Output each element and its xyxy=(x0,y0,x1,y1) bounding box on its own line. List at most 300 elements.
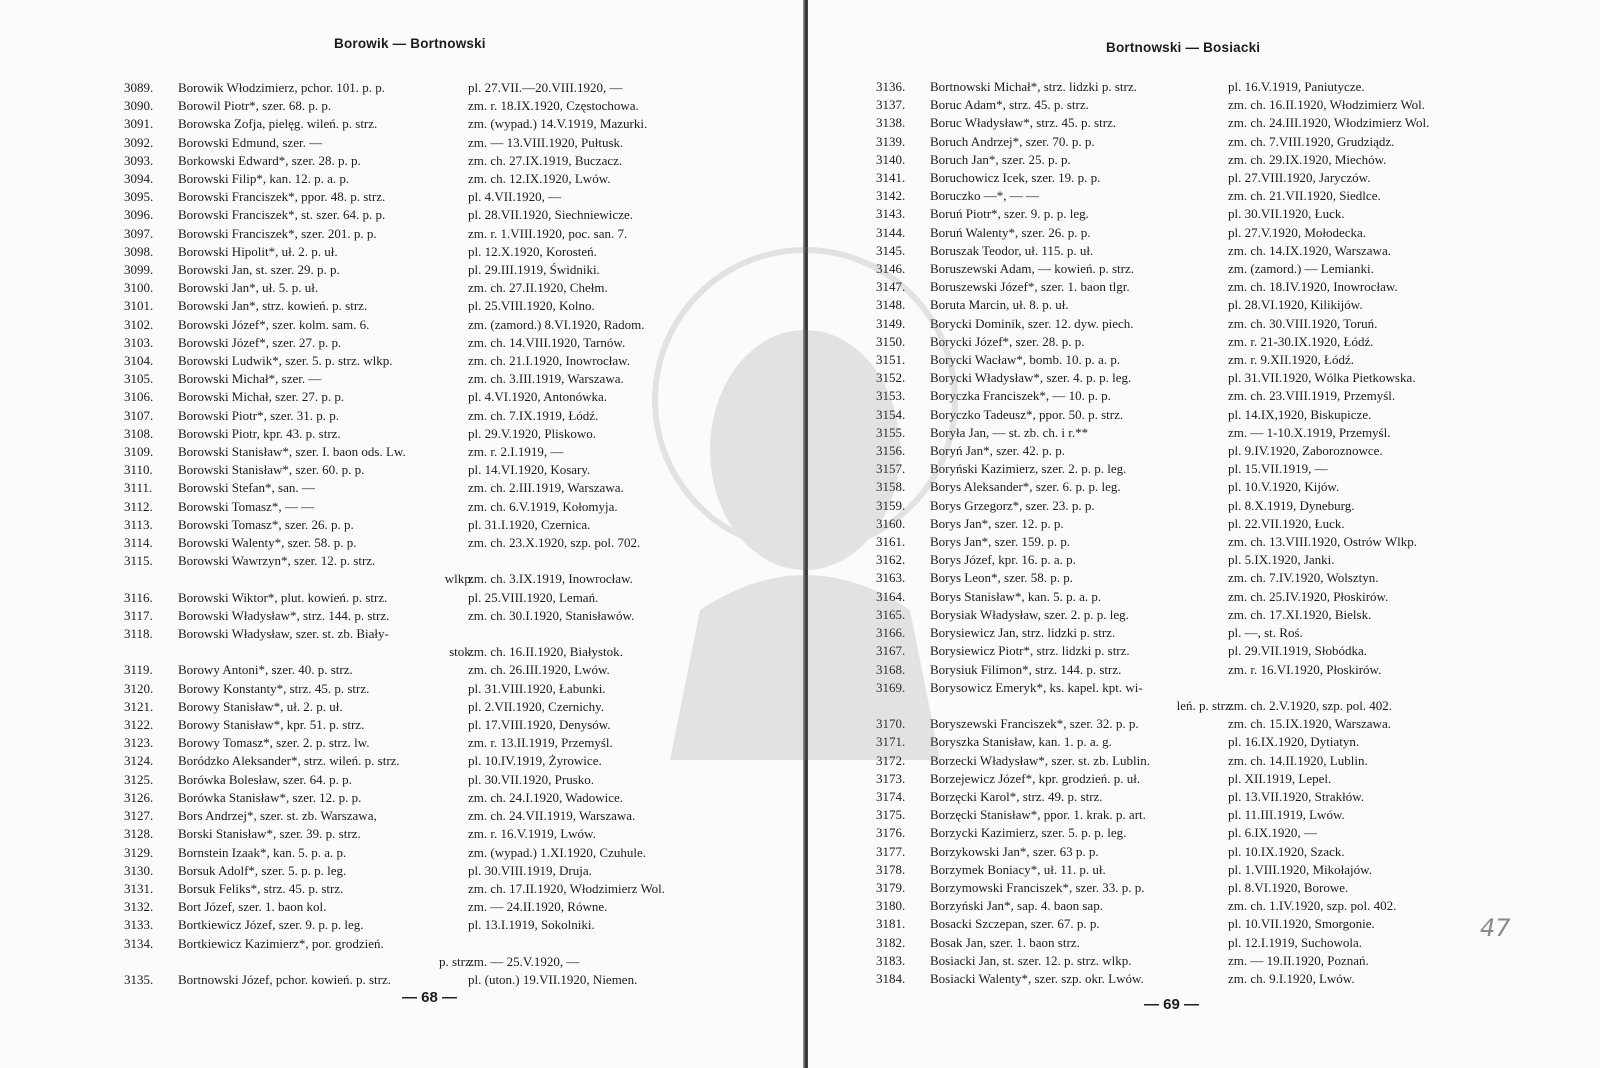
entry-fate: zm. ch. 25.IV.1920, Płoskirów. xyxy=(1228,588,1389,604)
entry-row xyxy=(876,333,1516,351)
entry-number: 3090. xyxy=(124,98,154,114)
entry-name: Borowski Stanisław*, szer. 60. p. p. xyxy=(178,462,365,478)
entry-fate: zm. r. 16.V.1919, Lwów. xyxy=(468,826,596,842)
entry-number: 3146. xyxy=(876,261,906,277)
entry-number: 3133. xyxy=(124,917,154,933)
entry-fate: zm. ch. 21.VII.1920, Siedlce. xyxy=(1228,188,1381,204)
entry-continuation xyxy=(876,697,1516,715)
entry-name: Boruszak Teodor, uł. 115. p. uł. xyxy=(930,242,1094,258)
entry-fate: pl. 14.IX,1920, Biskupicze. xyxy=(1228,406,1372,422)
entry-number: 3176. xyxy=(876,825,906,841)
entry-number: 3150. xyxy=(876,333,906,349)
entry-row xyxy=(876,715,1516,733)
entry-row xyxy=(876,897,1516,915)
entry-row xyxy=(124,261,744,279)
entry-fate: zm. ch. 30.I.1920, Stanisławów. xyxy=(468,607,635,623)
entry-fate: pl. 25.VIII.1920, Kolno. xyxy=(468,298,595,314)
entry-row xyxy=(876,224,1516,242)
entry-name: Borski Stanisław*, szer. 39. p. strz. xyxy=(178,826,361,842)
entry-number: 3107. xyxy=(124,407,154,423)
entry-fate: pl. 11.III.1919, Lwów. xyxy=(1228,807,1345,823)
entry-row xyxy=(124,79,744,97)
entry-fate: pl. 31.VII.1920, Wólka Pietkowska. xyxy=(1228,370,1416,386)
entry-name: Borys Józef, kpr. 16. p. a. p. xyxy=(930,552,1076,568)
entry-fate: pl. 31.VIII.1920, Łabunki. xyxy=(468,680,606,696)
entry-number: 3142. xyxy=(876,188,906,204)
right-page-header: Bortnowski — Bosiacki xyxy=(1106,40,1261,55)
entry-row xyxy=(876,442,1516,460)
entry-row xyxy=(876,970,1516,988)
entry-row xyxy=(124,316,744,334)
entry-fate: zm. r. 16.VI.1920, Płoskirów. xyxy=(1228,661,1382,677)
entry-number: 3113. xyxy=(124,516,153,532)
entry-name: Boruń Walenty*, szer. 26. p. p. xyxy=(930,224,1091,240)
entry-fate: pl. 8.VI.1920, Borowe. xyxy=(1228,879,1349,895)
entry-number: 3140. xyxy=(876,151,906,167)
entry-number: 3126. xyxy=(124,789,154,805)
entry-fate: zm. r. 9.XII.1920, Łódź. xyxy=(1228,352,1355,368)
entry-number: 3098. xyxy=(124,243,154,259)
entry-name: Borówka Bolesław, szer. 64. p. p. xyxy=(178,771,352,787)
entry-number: 3110. xyxy=(124,462,153,478)
entry-number: 3154. xyxy=(876,406,906,422)
entry-row xyxy=(876,569,1516,587)
entry-name: Borysiuk Filimon*, strz. 144. p. strz. xyxy=(930,661,1122,677)
entry-number: 3121. xyxy=(124,698,154,714)
entry-number: 3099. xyxy=(124,262,154,278)
entry-fate: pl. 8.X.1919, Dyneburg. xyxy=(1228,497,1355,513)
entry-name: Boruch Andrzej*, szer. 70. p. p. xyxy=(930,133,1095,149)
entry-number: 3171. xyxy=(876,734,906,750)
entry-row xyxy=(876,278,1516,296)
entry-row xyxy=(124,880,744,898)
entry-row xyxy=(876,788,1516,806)
entry-name: Borowski Wawrzyn*, szer. 12. p. strz. xyxy=(178,553,376,569)
entry-number: 3132. xyxy=(124,899,154,915)
entry-row xyxy=(124,825,744,843)
entry-name: Borowski Tomasz*, szer. 26. p. p. xyxy=(178,516,354,532)
entry-fate: zm. ch. 15.IX.1920, Warszawa. xyxy=(1228,716,1391,732)
entry-number: 3173. xyxy=(876,770,906,786)
entry-row xyxy=(876,78,1516,96)
entry-number: 3105. xyxy=(124,371,154,387)
entry-name: Borowski Hipolit*, uł. 2. p. uł. xyxy=(178,243,338,259)
entry-name: Boruszewski Józef*, szer. 1. baon tlgr. xyxy=(930,279,1130,295)
entry-name: Borowski Jan*, uł. 5. p. uł. xyxy=(178,280,319,296)
entry-row xyxy=(124,935,744,953)
entry-name: Borycki Wacław*, bomb. 10. p. a. p. xyxy=(930,352,1121,368)
entry-row xyxy=(124,243,744,261)
entry-number: 3165. xyxy=(876,606,906,622)
entry-fate: pl. —, st. Roś. xyxy=(1228,625,1303,641)
entry-fate: zm. ch. 14.IX.1920, Warszawa. xyxy=(1228,242,1391,258)
entry-row xyxy=(124,862,744,880)
entry-number: 3128. xyxy=(124,826,154,842)
entry-number: 3172. xyxy=(876,752,906,768)
entry-name: Borowski Władysław*, strz. 144. p. strz. xyxy=(178,607,390,623)
entry-fate: pl. 1.VIII.1920, Mikołajów. xyxy=(1228,861,1372,877)
entry-number: 3094. xyxy=(124,171,154,187)
entry-number: 3144. xyxy=(876,224,906,240)
entry-fate: pl. 30.VII.1920, Prusko. xyxy=(468,771,595,787)
entry-fate: zm. r. 2.I.1919, — xyxy=(468,444,564,460)
entry-row xyxy=(876,642,1516,660)
entry-number: 3117. xyxy=(124,607,153,623)
entry-name: Borycki Władysław*, szer. 4. p. p. leg. xyxy=(930,370,1132,386)
entry-row xyxy=(876,843,1516,861)
entry-name: Bosiacki Jan, st. szer. 12. p. strz. wlkp. xyxy=(930,952,1132,968)
entry-number: 3174. xyxy=(876,788,906,804)
entry-number: 3138. xyxy=(876,115,906,131)
entry-row xyxy=(124,152,744,170)
entry-fate: zm. (zamord.) 8.VI.1920, Radom. xyxy=(468,316,645,332)
entry-name: Borkowski Edward*, szer. 28. p. p. xyxy=(178,152,361,168)
entry-name: Borzykowski Jan*, szer. 63 p. p. xyxy=(930,843,1099,859)
entry-number: 3175. xyxy=(876,807,906,823)
left-page-number: — 68 — xyxy=(402,989,458,1006)
entry-fate: zm. ch. 7.IV.1920, Wolsztyn. xyxy=(1228,570,1379,586)
entry-number: 3139. xyxy=(876,133,906,149)
entry-number: 3181. xyxy=(876,916,906,932)
entry-name: Borowy Konstanty*, strz. 45. p. strz. xyxy=(178,680,370,696)
left-entry-list xyxy=(124,79,744,989)
entry-row xyxy=(876,96,1516,114)
entry-name: Bosacki Szczepan, szer. 67. p. p. xyxy=(930,916,1100,932)
entry-name: Boruczko —*, — — xyxy=(930,188,1040,204)
entry-number: 3116. xyxy=(124,589,153,605)
entry-fate: pl. 30.VIII.1919, Druja. xyxy=(468,862,592,878)
entry-name: Boryła Jan, — st. zb. ch. i r.** xyxy=(930,424,1089,440)
entry-row xyxy=(124,407,744,425)
entry-number: 3152. xyxy=(876,370,906,386)
entry-number: 3096. xyxy=(124,207,154,223)
entry-number: 3123. xyxy=(124,735,154,751)
entry-fate: zm. ch. 21.I.1920, Inowrocław. xyxy=(468,353,630,369)
entry-row xyxy=(124,498,744,516)
entry-fate: pl. 29.III.1919, Świdniki. xyxy=(468,262,600,278)
entry-name: Boródzko Aleksander*, strz. wileń. p. strz. xyxy=(178,753,400,769)
entry-name: Bosiacki Walenty*, szer. szp. okr. Lwów. xyxy=(930,970,1144,986)
entry-fate: zm. ch. 27.IX.1919, Buczacz. xyxy=(468,152,623,168)
entry-number: 3118. xyxy=(124,626,153,642)
entry-fate: pl. 16.IX.1920, Dytiatyn. xyxy=(1228,734,1360,750)
handwritten-note: 47 xyxy=(1480,914,1511,942)
entry-fate: zm. ch. 9.I.1920, Lwów. xyxy=(1228,970,1355,986)
entry-row xyxy=(876,387,1516,405)
entry-fate: zm. r. 18.IX.1920, Częstochowa. xyxy=(468,98,639,114)
entry-row xyxy=(124,680,744,698)
entry-fate: zm. ch. 30.VIII.1920, Toruń. xyxy=(1228,315,1378,331)
entry-name: Borzymek Boniacy*, uł. 11. p. uł. xyxy=(930,861,1106,877)
entry-name: Boryczka Franciszek*, — 10. p. p. xyxy=(930,388,1111,404)
entry-row xyxy=(124,461,744,479)
entry-number: 3131. xyxy=(124,880,154,896)
entry-number: 3167. xyxy=(876,643,906,659)
entry-row xyxy=(124,425,744,443)
entry-fate: zm. — 13.VIII.1920, Pułtusk. xyxy=(468,134,624,150)
entry-row xyxy=(876,169,1516,187)
entry-name: Borsuk Feliks*, strz. 45. p. strz. xyxy=(178,880,344,896)
entry-name: Boryszewski Franciszek*, szer. 32. p. p. xyxy=(930,716,1139,732)
entry-name: Borowy Antoni*, szer. 40. p. strz. xyxy=(178,662,353,678)
entry-fate: zm. — 25.V.1920, — xyxy=(468,953,580,969)
entry-row xyxy=(876,114,1516,132)
entry-fate: zm. ch. 3.IX.1919, Inowrocław. xyxy=(468,571,633,587)
entry-name: Bornstein Izaak*, kan. 5. p. a. p. xyxy=(178,844,347,860)
entry-row xyxy=(876,351,1516,369)
entry-row xyxy=(124,370,744,388)
entry-name: Borowski Stanisław*, szer. I. baon ods. Lw. xyxy=(178,444,406,460)
entry-number: 3160. xyxy=(876,515,906,531)
entry-number: 3141. xyxy=(876,170,906,186)
entry-number: 3093. xyxy=(124,152,154,168)
entry-row xyxy=(124,188,744,206)
entry-name: Borysiewicz Jan, strz. lidzki p. strz. xyxy=(930,625,1116,641)
entry-row xyxy=(124,734,744,752)
entry-name: Borowski Edmund, szer. — xyxy=(178,134,323,150)
entry-name: Borowy Stanisław*, kpr. 51. p. strz. xyxy=(178,717,365,733)
entry-name: Boryń Jan*, szer. 42. p. p. xyxy=(930,443,1066,459)
entry-number: 3120. xyxy=(124,680,154,696)
entry-fate: zm. — 24.II.1920, Równe. xyxy=(468,899,608,915)
entry-row xyxy=(876,733,1516,751)
entry-name: Boryczko Tadeusz*, ppor. 50. p. strz. xyxy=(930,406,1124,422)
entry-fate: pl. 31.I.1920, Czernica. xyxy=(468,516,591,532)
entry-number: 3115. xyxy=(124,553,153,569)
left-page-header: Borowik — Bortnowski xyxy=(334,36,486,51)
entry-name: Borowski Filip*, kan. 12. p. a. p. xyxy=(178,171,350,187)
entry-name: Borowski Tomasz*, — — xyxy=(178,498,315,514)
entry-number: 3134. xyxy=(124,935,154,951)
entry-name: Borzycki Kazimierz, szer. 5. p. p. leg. xyxy=(930,825,1127,841)
entry-name: Borys Jan*, szer. 159. p. p. xyxy=(930,534,1071,550)
entry-name: Borowski Stefan*, san. — xyxy=(178,480,315,496)
entry-row xyxy=(876,187,1516,205)
entry-row xyxy=(876,588,1516,606)
entry-fate: zm. ch. 29.IX.1920, Miechów. xyxy=(1228,151,1387,167)
entry-name: Bort Józef, szer. 1. baon kol. xyxy=(178,899,327,915)
entry-name: Borys Aleksander*, szer. 6. p. p. leg. xyxy=(930,479,1121,495)
entry-number: 3156. xyxy=(876,443,906,459)
entry-number: 3148. xyxy=(876,297,906,313)
entry-continuation xyxy=(124,570,744,588)
entry-name: Boruc Adam*, strz. 45. p. strz. xyxy=(930,97,1089,113)
entry-row xyxy=(124,206,744,224)
entry-number: 3095. xyxy=(124,189,154,205)
entry-unit-continued: wlkp. xyxy=(444,571,474,587)
entry-name: Borys Stanisław*, kan. 5. p. a. p. xyxy=(930,588,1102,604)
entry-row xyxy=(124,352,744,370)
entry-number: 3182. xyxy=(876,934,906,950)
entry-name: Borysowicz Emeryk*, ks. kapel. kpt. wi- xyxy=(930,679,1143,695)
entry-number: 3162. xyxy=(876,552,906,568)
entry-fate: zm. ch. 6.V.1919, Kołomyja. xyxy=(468,498,618,514)
entry-number: 3135. xyxy=(124,971,154,987)
entry-number: 3119. xyxy=(124,662,153,678)
entry-number: 3124. xyxy=(124,753,154,769)
entry-fate: pl. 27.VII.—20.VIII.1920, — xyxy=(468,80,623,95)
entry-fate: pl. 4.VII.1920, — xyxy=(468,189,562,205)
entry-row xyxy=(876,205,1516,223)
entry-row xyxy=(876,679,1516,697)
entry-number: 3125. xyxy=(124,771,154,787)
entry-number: 3163. xyxy=(876,570,906,586)
entry-row xyxy=(876,242,1516,260)
entry-row xyxy=(124,589,744,607)
entry-fate: zm. ch. 16.II.1920, Włodzimierz Wol. xyxy=(1228,97,1426,113)
entry-number: 3089. xyxy=(124,80,154,95)
entry-name: Bortkiewicz Kazimierz*, por. grodzień. xyxy=(178,935,384,951)
entry-row xyxy=(876,661,1516,679)
entry-name: Borowski Józef*, szer. 27. p. p. xyxy=(178,334,342,350)
entry-fate: zm. ch. 16.II.1920, Białystok. xyxy=(468,644,623,660)
entry-number: 3111. xyxy=(124,480,153,496)
entry-row xyxy=(876,151,1516,169)
entry-fate: zm. ch. 26.III.1920, Lwów. xyxy=(468,662,610,678)
entry-row xyxy=(124,698,744,716)
entry-fate: pl. 12.I.1919, Suchowola. xyxy=(1228,934,1362,950)
entry-row xyxy=(124,625,744,643)
entry-row xyxy=(124,388,744,406)
entry-number: 3103. xyxy=(124,334,154,350)
entry-number: 3112. xyxy=(124,498,153,514)
entry-row xyxy=(876,406,1516,424)
right-page-number: — 69 — xyxy=(1144,996,1200,1013)
entry-fate: pl. 30.VII.1920, Łuck. xyxy=(1228,206,1345,222)
entry-number: 3183. xyxy=(876,952,906,968)
entry-number: 3143. xyxy=(876,206,906,222)
entry-name: Borowski Franciszek*, st. szer. 64. p. p. xyxy=(178,207,386,223)
entry-fate: pl. 27.VIII.1920, Jaryczów. xyxy=(1228,170,1371,186)
entry-name: Boruch Jan*, szer. 25. p. p. xyxy=(930,151,1071,167)
entry-number: 3137. xyxy=(876,97,906,113)
entry-fate: zm. ch. 23.VIII.1919, Przemyśl. xyxy=(1228,388,1396,404)
entry-number: 3108. xyxy=(124,425,154,441)
entry-fate: pl. 6.IX.1920, — xyxy=(1228,825,1317,841)
entry-fate: pl. 25.VIII.1920, Lemań. xyxy=(468,589,599,605)
entry-number: 3127. xyxy=(124,808,154,824)
entry-fate: zm. ch. 24.I.1920, Wadowice. xyxy=(468,789,624,805)
entry-row xyxy=(124,844,744,862)
entry-fate: zm. r. 21-30.IX.1920, Łódź. xyxy=(1228,333,1374,349)
entry-number: 3149. xyxy=(876,315,906,331)
entry-row xyxy=(124,134,744,152)
entry-fate: zm. ch. 13.VIII.1920, Ostrów Wlkp. xyxy=(1228,534,1417,550)
entry-row xyxy=(124,97,744,115)
entry-row xyxy=(876,497,1516,515)
entry-row xyxy=(124,516,744,534)
entry-name: Borowski Jan, st. szer. 29. p. p. xyxy=(178,262,340,278)
entry-fate: zm. ch. 17.XI.1920, Bielsk. xyxy=(1228,606,1372,622)
entry-fate: zm. ch. 3.III.1919, Warszawa. xyxy=(468,371,624,387)
entry-number: 3100. xyxy=(124,280,154,296)
right-entry-list xyxy=(876,78,1516,988)
entry-unit-continued: p. strz. xyxy=(438,953,474,969)
entry-row xyxy=(124,971,744,989)
entry-name: Borysiewicz Piotr*, strz. lidzki p. strz. xyxy=(930,643,1130,659)
entry-fate: zm. ch. 12.IX.1920, Lwów. xyxy=(468,171,611,187)
entry-number: 3161. xyxy=(876,534,906,550)
entry-fate: zm. ch. 24.III.1920, Włodzimierz Wol. xyxy=(1228,115,1430,131)
entry-number: 3164. xyxy=(876,588,906,604)
entry-name: Borowska Zofja, pielęg. wileń. p. strz. xyxy=(178,116,378,132)
entry-row xyxy=(124,534,744,552)
entry-name: Bosak Jan, szer. 1. baon strz. xyxy=(930,934,1080,950)
entry-fate: zm. (wypad.) 1.XI.1920, Czuhule. xyxy=(468,844,646,860)
entry-name: Borowski Wiktor*, plut. kowień. p. strz. xyxy=(178,589,388,605)
entry-fate: pl. 10.IX.1920, Szack. xyxy=(1228,843,1345,859)
entry-name: Borys Leon*, szer. 58. p. p. xyxy=(930,570,1073,586)
entry-row xyxy=(876,478,1516,496)
entry-row xyxy=(876,606,1516,624)
entry-row xyxy=(876,133,1516,151)
entry-row xyxy=(876,424,1516,442)
entry-name: Borzęcki Stanisław*, ppor. 1. krak. p. art. xyxy=(930,807,1146,823)
entry-fate: pl. 22.VII.1920, Łuck. xyxy=(1228,515,1345,531)
entry-row xyxy=(124,661,744,679)
entry-row xyxy=(876,533,1516,551)
entry-fate: zm. ch. 14.VIII.1920, Tarnów. xyxy=(468,334,626,350)
entry-number: 3184. xyxy=(876,970,906,986)
entry-fate: pl. 13.VII.1920, Strakłów. xyxy=(1228,788,1365,804)
entry-name: Borowski Michał, szer. 27. p. p. xyxy=(178,389,345,405)
entry-number: 3177. xyxy=(876,843,906,859)
entry-fate: zm. r. 13.II.1919, Przemyśl. xyxy=(468,735,613,751)
entry-number: 3122. xyxy=(124,717,154,733)
entry-number: 3101. xyxy=(124,298,154,314)
entry-name: Bortnowski Michał*, strz. lidzki p. strz. xyxy=(930,79,1137,94)
entry-unit-continued: leń. p. strz. xyxy=(1176,697,1234,713)
entry-fate: zm. — 19.II.1920, Poznań. xyxy=(1228,952,1369,968)
entry-row xyxy=(876,915,1516,933)
entry-row xyxy=(876,551,1516,569)
entry-number: 3092. xyxy=(124,134,154,150)
entry-number: 3097. xyxy=(124,225,154,241)
entry-fate: zm. (wypad.) 14.V.1919, Mazurki. xyxy=(468,116,648,132)
entry-number: 3157. xyxy=(876,461,906,477)
entry-number: 3170. xyxy=(876,716,906,732)
entry-row xyxy=(876,879,1516,897)
entry-fate: pl. 28.VII.1920, Siechniewicze. xyxy=(468,207,633,223)
entry-name: Borzęcki Karol*, strz. 49. p. strz. xyxy=(930,788,1103,804)
entry-name: Borowski Michał*, szer. — xyxy=(178,371,322,387)
entry-row xyxy=(876,296,1516,314)
entry-name: Boruc Władysław*, strz. 45. p. strz. xyxy=(930,115,1117,131)
entry-name: Borzecki Władysław*, szer. st. zb. Lublin. xyxy=(930,752,1150,768)
entry-fate: pl. 27.V.1920, Mołodecka. xyxy=(1228,224,1367,240)
entry-number: 3130. xyxy=(124,862,154,878)
entry-number: 3178. xyxy=(876,861,906,877)
entry-row xyxy=(124,807,744,825)
entry-fate: pl. 10.VII.1920, Smorgonie. xyxy=(1228,916,1375,932)
entry-name: Borowski Franciszek*, szer. 201. p. p. xyxy=(178,225,377,241)
entry-name: Borys Grzegorz*, szer. 23. p. p. xyxy=(930,497,1095,513)
entry-fate: pl. 29.V.1920, Pliskowo. xyxy=(468,425,596,441)
entry-fate: zm. ch. 18.IV.1920, Inowrocław. xyxy=(1228,279,1398,295)
entry-name: Bortnowski Józef, pchor. kowień. p. strz. xyxy=(178,971,392,987)
entry-row xyxy=(876,460,1516,478)
entry-number: 3168. xyxy=(876,661,906,677)
entry-number: 3179. xyxy=(876,879,906,895)
entry-number: 3129. xyxy=(124,844,154,860)
entry-name: Borowski Walenty*, szer. 58. p. p. xyxy=(178,535,357,551)
entry-number: 3180. xyxy=(876,898,906,914)
entry-row xyxy=(876,861,1516,879)
entry-number: 3155. xyxy=(876,424,906,440)
entry-fate: pl. 10.IV.1919, Żyrowice. xyxy=(468,753,602,769)
entry-fate: zm. ch. 14.II.1920, Lublin. xyxy=(1228,752,1368,768)
entry-row xyxy=(876,806,1516,824)
